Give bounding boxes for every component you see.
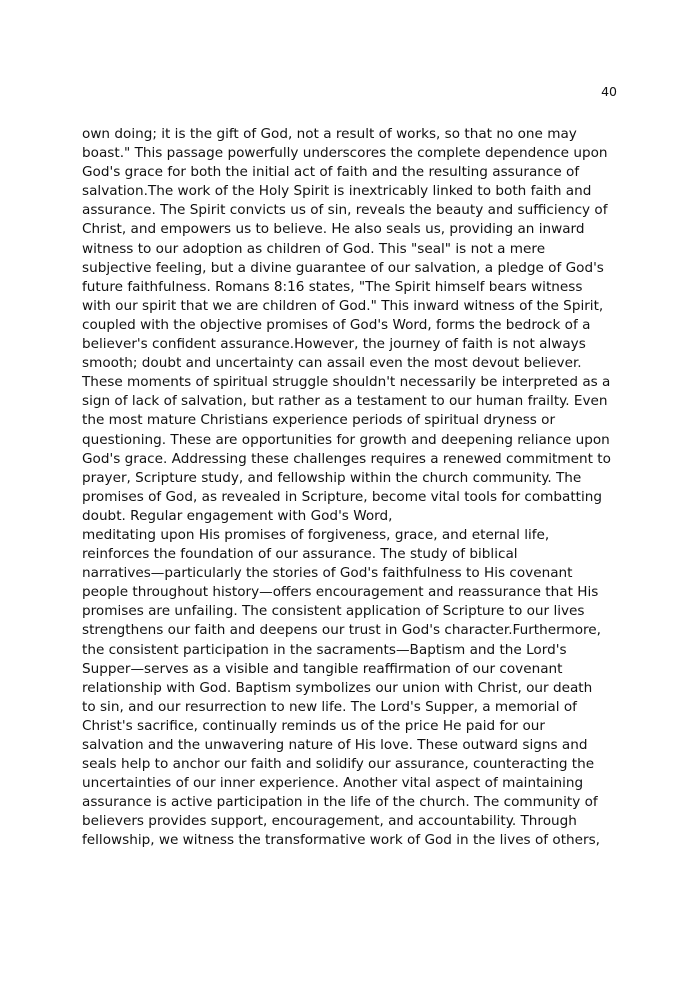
text-line: Supper—serves as a visible and tangible reaffirmation of our covenant [82, 660, 563, 677]
text-line: reinforces the foundation of our assurance. The study of biblical [82, 546, 518, 563]
text-line: believer's confident assurance.However, the journey of faith is not always [82, 336, 586, 353]
text-line: salvation.The work of the Holy Spirit is inextricably linked to both faith and [82, 183, 592, 200]
text-line: seals help to anchor our faith and solidify our assurance, counteracting the [82, 756, 595, 773]
text-line: God's grace. Addressing these challenges requires a renewed commitment to [82, 450, 611, 467]
text-line: Christ's sacrifice, continually reminds us of the price He paid for our [82, 717, 545, 734]
text-line: sign of lack of salvation, but rather as a testament to our human frailty. Even [82, 393, 608, 410]
text-line: questioning. These are opportunities for growth and deepening reliance upon [82, 431, 610, 448]
text-line: subjective feeling, but a divine guarantee of our salvation, a pledge of God's [82, 259, 604, 276]
text-line: prayer, Scripture study, and fellowship within the church community. The [82, 469, 582, 486]
text-line: believers provides support, encouragement, and accountability. Through [82, 813, 577, 830]
text-line: the consistent participation in the sacraments—Baptism and the Lord's [82, 641, 567, 658]
text-line: assurance is active participation in the life of the church. The community of [82, 794, 598, 811]
text-line: future faithfulness. Romans 8:16 states, "The Spirit himself bears witness [82, 278, 583, 295]
text-line: people throughout history—offers encouragement and reassurance that His [82, 584, 599, 601]
text-line: strengthens our faith and deepens our trust in God's character.Furthermore, [82, 622, 601, 639]
text-line: with our spirit that we are children of God." This inward witness of the Spirit, [82, 297, 604, 314]
body-text [82, 125, 627, 851]
text-line: smooth; doubt and uncertainty can assail even the most devout believer. [82, 355, 582, 372]
text-line: promises of God, as revealed in Scripture, become vital tools for combatting [82, 488, 603, 505]
text-line: coupled with the objective promises of God's Word, forms the bedrock of a [82, 316, 591, 333]
text-line: the most mature Christians experience periods of spiritual dryness or [82, 412, 556, 429]
text-line: promises are unfailing. The consistent application of Scripture to our lives [82, 603, 585, 620]
page-number: 40 [601, 84, 617, 99]
text-line: salvation and the unwavering nature of His love. These outward signs and [82, 737, 588, 753]
text-line: assurance. The Spirit convicts us of sin, reveals the beauty and sufficiency of [82, 202, 608, 219]
text-line: to sin, and our resurrection to new life. The Lord's Supper, a memorial of [82, 698, 577, 715]
text-line: boast." This passage powerfully underscores the complete dependence upon [82, 145, 608, 162]
text-line: fellowship, we witness the transformative work of God in the lives of others, [82, 832, 601, 849]
text-line: doubt. Regular engagement with God's Word, [82, 507, 393, 524]
text-line: Christ, and empowers us to believe. He also seals us, providing an inward [82, 221, 585, 238]
text-line: meditating upon His promises of forgiveness, grace, and eternal life, [82, 526, 550, 543]
text-line: narratives—particularly the stories of God's faithfulness to His covenant [82, 565, 573, 582]
text-line: own doing; it is the gift of God, not a result of works, so that no one may [82, 126, 577, 142]
text-line: witness to our adoption as children of God. This "seal" is not a mere [82, 240, 546, 257]
text-line: God's grace for both the initial act of faith and the resulting assurance of [82, 164, 580, 181]
text-line: relationship with God. Baptism symbolizes our union with Christ, our death [82, 679, 593, 696]
text-line: uncertainties of our inner experience. Another vital aspect of maintaining [82, 775, 584, 792]
text-line: These moments of spiritual struggle shouldn't necessarily be interpreted as a [82, 374, 611, 391]
